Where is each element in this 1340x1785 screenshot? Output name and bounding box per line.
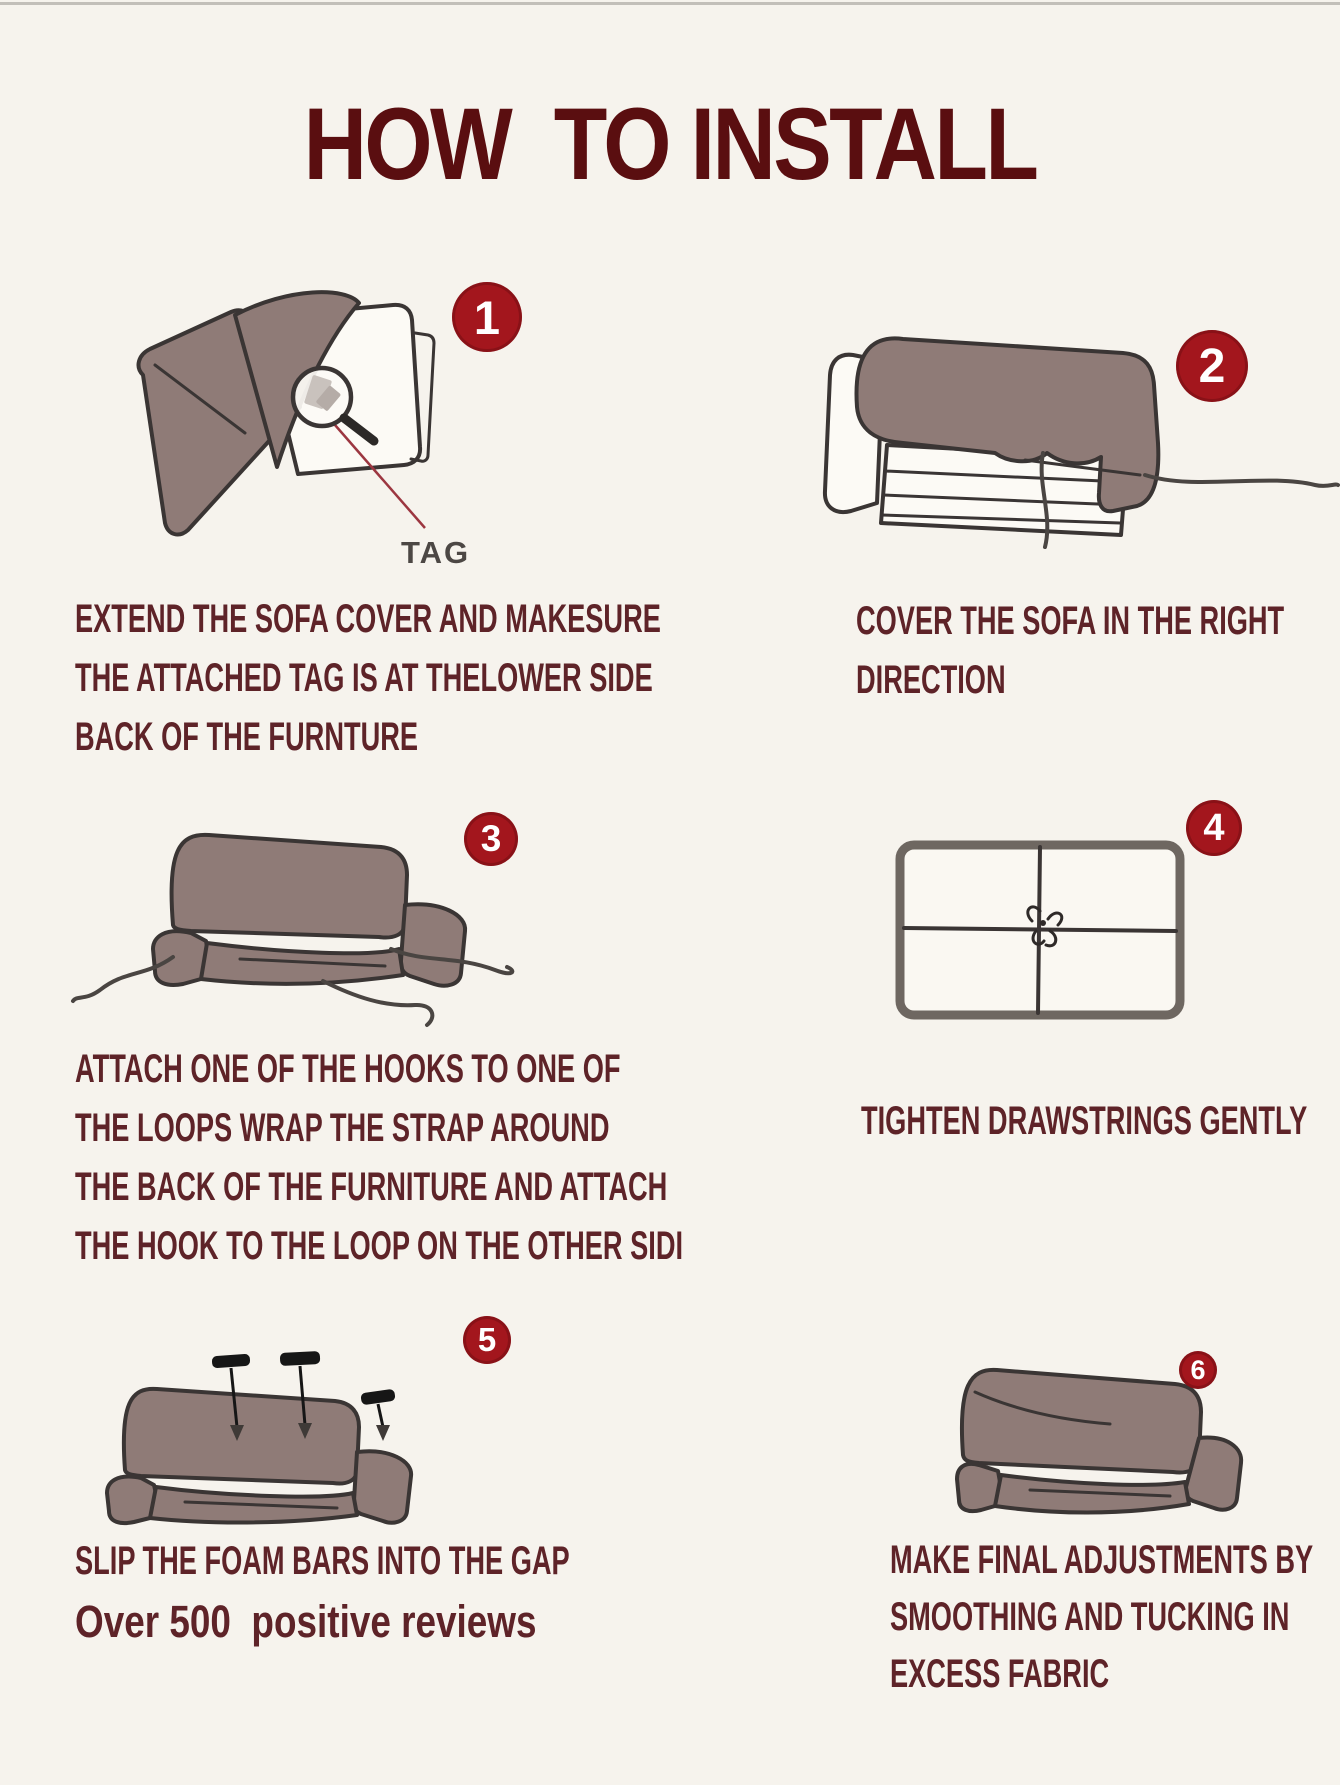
sofa-backrest <box>124 1389 359 1484</box>
page-title: HOW TO INSTALL <box>303 87 1037 201</box>
step-number-badge-6 <box>1179 1351 1217 1389</box>
step-number-6: 6 <box>1190 1354 1206 1385</box>
review-note: Over 500 positive reviews <box>75 1596 537 1647</box>
step2-half-covered-sofa-illustration <box>795 295 1340 553</box>
strap-right-lower <box>323 981 432 1025</box>
step2-caption <box>856 592 1340 710</box>
step-number-badge-4 <box>1186 800 1242 856</box>
step5-caption <box>75 1532 802 1591</box>
foam-bar-3 <box>360 1389 395 1406</box>
sofa-right-arm <box>354 1451 411 1522</box>
step-number-badge-2 <box>1176 330 1248 402</box>
caption-line: EXCESS FABRIC <box>890 1652 1110 1696</box>
caption-line: TIGHTEN DRAWSTRINGS GENTLY <box>861 1099 1308 1143</box>
caption-line: ATTACH ONE OF THE HOOKS TO ONE OF <box>75 1047 621 1091</box>
caption-line: THE ATTACHED TAG IS AT THELOWER SIDE <box>75 656 653 700</box>
caption-line: THE BACK OF THE FURNITURE AND ATTACH <box>75 1165 668 1209</box>
step4-caption <box>861 1092 1340 1151</box>
caption-line: SMOOTHING AND TUCKING IN <box>890 1595 1290 1639</box>
step6-caption <box>890 1532 1340 1703</box>
step-number-badge-5 <box>463 1316 511 1364</box>
step-number-1: 1 <box>473 290 501 344</box>
caption-line: DIRECTION <box>856 658 1006 702</box>
sofa-right-arm <box>401 904 465 985</box>
caption-line: COVER THE SOFA IN THE RIGHT <box>856 599 1285 643</box>
arrow-shaft-3 <box>378 1404 383 1427</box>
foam-bar-2 <box>280 1351 321 1366</box>
caption-line: EXTEND THE SOFA COVER AND MAKESURE <box>75 597 661 641</box>
step5-sofa-foam-bars-illustration <box>65 1335 525 1535</box>
step-number-4: 4 <box>1203 806 1225 849</box>
step-number-badge-1 <box>452 282 522 352</box>
top-divider-line <box>0 2 1340 5</box>
caption-line: BACK OF THE FURNTURE <box>75 715 419 759</box>
drawstring-right <box>1145 475 1338 486</box>
step3-caption <box>75 1040 969 1276</box>
step-number-badge-3 <box>464 812 518 866</box>
step-number-3: 3 <box>480 818 502 859</box>
sofa-backrest <box>172 835 408 938</box>
caption-line: THE HOOK TO THE LOOP ON THE OTHER SIDI <box>75 1224 684 1268</box>
arrow-head-3 <box>376 1425 390 1441</box>
step1-caption <box>75 590 937 767</box>
caption-line: SLIP THE FOAM BARS INTO THE GAP <box>75 1539 570 1583</box>
step-number-5: 5 <box>477 1321 497 1358</box>
foam-bar-1 <box>212 1354 251 1369</box>
caption-line: THE LOOPS WRAP THE STRAP AROUND <box>75 1106 610 1150</box>
step4-sofa-underside-illustration <box>880 833 1200 1028</box>
tag-label: TAG <box>401 535 471 570</box>
step-number-2: 2 <box>1198 339 1226 393</box>
caption-line: MAKE FINAL ADJUSTMENTS BY <box>890 1538 1314 1582</box>
